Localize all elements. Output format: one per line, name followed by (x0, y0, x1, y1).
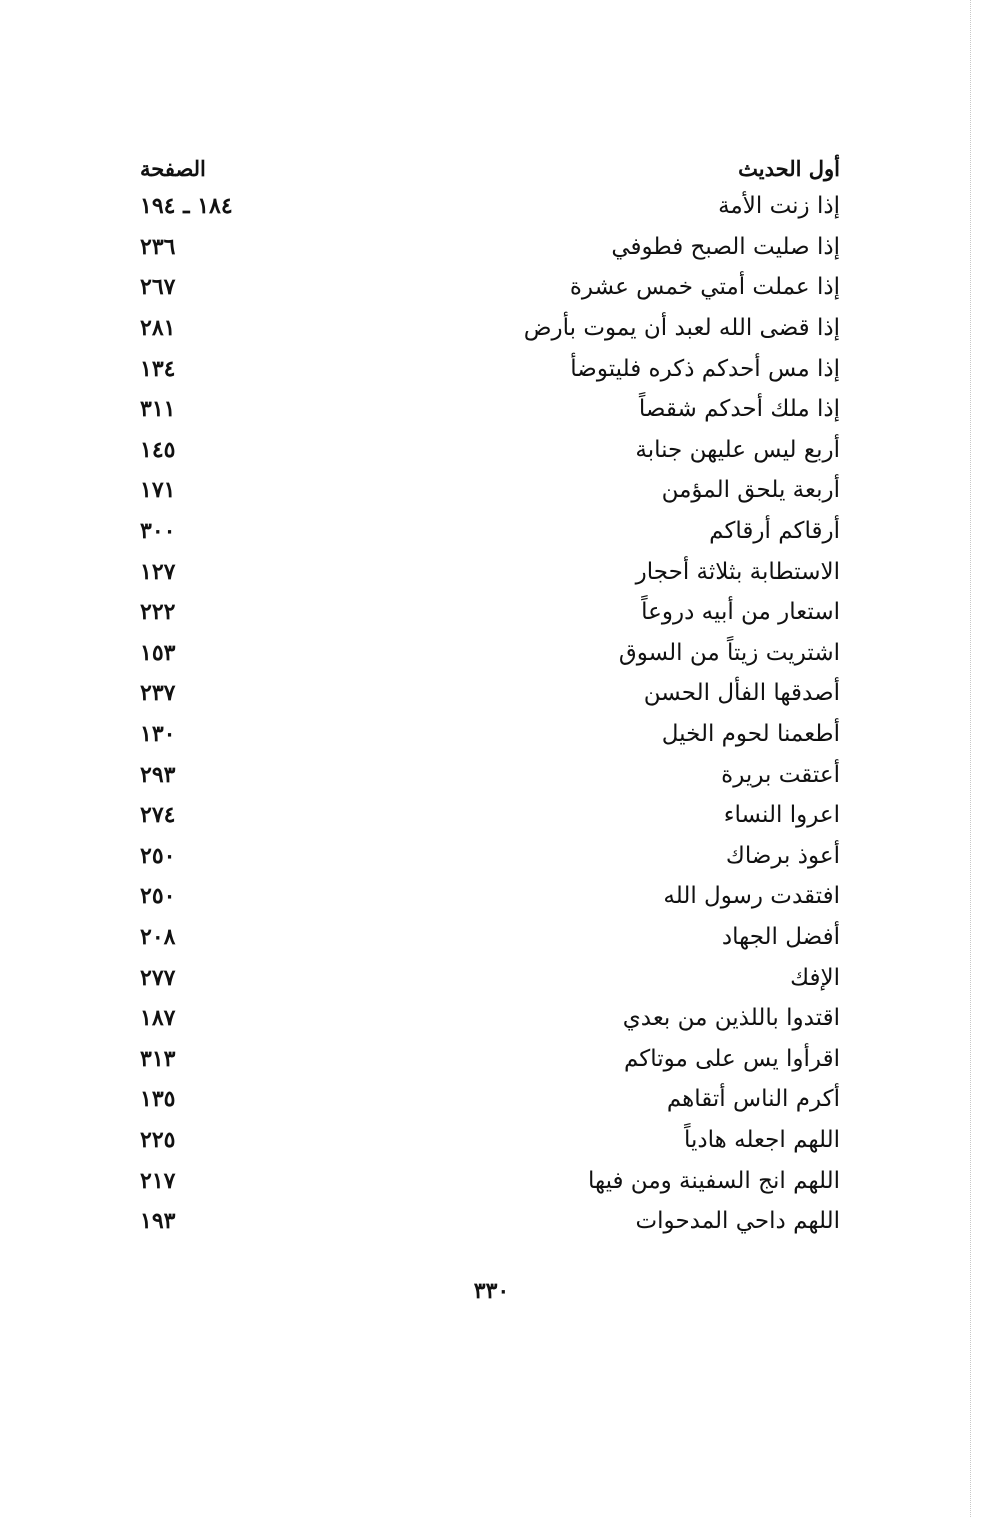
hadith-page-reference: ٢٩٣ (140, 761, 176, 788)
index-row (140, 1160, 840, 1201)
hadith-first-words: أربع ليس عليهن جنابة (635, 436, 840, 463)
index-row (140, 227, 840, 268)
hadith-first-words: الإفك (790, 964, 840, 991)
index-row (140, 1038, 840, 1079)
hadith-first-words: إذا عملت أمتي خمس عشرة (569, 274, 840, 301)
hadith-page-reference: ٣١١ (140, 396, 176, 423)
hadith-page-reference: ٢٨١ (140, 315, 176, 342)
hadith-first-words: استعار من أبيه دروعاً (641, 599, 840, 626)
hadith-first-words: إذا زنت الأمة (718, 193, 840, 220)
index-header-row (140, 150, 840, 186)
index-row (140, 836, 840, 877)
index-row (140, 430, 840, 471)
hadith-first-words: اقتدوا باللذين من بعدي (622, 1005, 840, 1032)
hadith-page-reference: ١٩٣ (140, 1208, 176, 1235)
hadith-first-words: الاستطابة بثلاثة أحجار (635, 558, 840, 585)
index-row (140, 1079, 840, 1120)
first-words-column-header: أول الحديث (738, 155, 840, 181)
hadith-first-words: أعوذ برضاك (725, 842, 840, 869)
index-row (140, 633, 840, 674)
index-row (140, 186, 840, 227)
index-row (140, 714, 840, 755)
page-number: ٣٣٠ (473, 1278, 510, 1304)
index-row (140, 470, 840, 511)
hadith-page-reference: ١٨٤ ـ ١٩٤ (140, 193, 233, 220)
index-row (140, 917, 840, 958)
hadith-page-reference: ٢٥٠ (140, 883, 176, 910)
index-row (140, 998, 840, 1039)
index-row (140, 1120, 840, 1161)
hadith-first-words: اقرأوا يس على موتاكم (624, 1045, 840, 1072)
hadith-first-words: إذا قضى الله لعبد أن يموت بأرض (523, 315, 840, 342)
index-row (140, 308, 840, 349)
hadith-page-reference: ١٥٣ (140, 639, 176, 666)
index-row (140, 795, 840, 836)
hadith-page-reference: ٢٣٧ (140, 680, 176, 707)
hadith-page-reference: ٢١٧ (140, 1167, 176, 1194)
hadith-first-words: أعتقت بريرة (721, 761, 840, 788)
hadith-page-reference: ١٤٥ (140, 436, 176, 463)
index-row (140, 389, 840, 430)
hadith-page-reference: ٢٦٧ (140, 274, 176, 301)
hadith-page-reference: ١٣٠ (140, 721, 176, 748)
hadith-page-reference: ٢٣٦ (140, 233, 176, 260)
index-rows (140, 186, 840, 1241)
index-row (140, 511, 840, 552)
hadith-page-reference: ٢٢٢ (140, 599, 176, 626)
index-row (140, 348, 840, 389)
hadith-page-reference: ٢٧٤ (140, 802, 176, 829)
hadith-page-reference: ٢٧٧ (140, 964, 176, 991)
hadith-page-reference: ١٢٧ (140, 558, 176, 585)
hadith-first-words: أصدقها الفأل الحسن (643, 680, 840, 707)
hadith-first-words: اعروا النساء (723, 802, 840, 829)
hadith-first-words: أفضل الجهاد (721, 923, 840, 950)
hadith-first-words: اشتريت زيتاً من السوق (618, 639, 840, 666)
hadith-first-words: إذا صليت الصبح فطوفي (611, 233, 840, 260)
hadith-page-reference: ٢٥٠ (140, 842, 176, 869)
hadith-first-words: أرقاكم أرقاكم (709, 518, 840, 545)
hadith-index-table (140, 150, 840, 1241)
hadith-first-words: افتقدت رسول الله (663, 883, 840, 910)
hadith-page-reference: ١٣٤ (140, 355, 176, 382)
hadith-first-words: إذا مس أحدكم ذكره فليتوضأ (570, 355, 840, 382)
index-row (140, 592, 840, 633)
index-row (140, 957, 840, 998)
index-row (140, 673, 840, 714)
page-column-header: الصفحة (140, 155, 206, 181)
hadith-page-reference: ٢٢٥ (140, 1126, 176, 1153)
hadith-first-words: اللهم انج السفينة ومن فيها (587, 1167, 840, 1194)
hadith-page-reference: ١٣٥ (140, 1086, 176, 1113)
hadith-page-reference: ١٧١ (140, 477, 176, 504)
hadith-first-words: اللهم اجعله هادياً (684, 1126, 840, 1153)
index-row (140, 1201, 840, 1242)
index-row (140, 267, 840, 308)
index-row (140, 876, 840, 917)
hadith-page-reference: ٣٠٠ (140, 518, 176, 545)
index-row (140, 754, 840, 795)
hadith-first-words: أطعمنا لحوم الخيل (661, 721, 840, 748)
index-row (140, 551, 840, 592)
hadith-page-reference: ٢٠٨ (140, 923, 176, 950)
hadith-first-words: أكرم الناس أتقاهم (666, 1086, 840, 1113)
hadith-first-words: اللهم داحي المدحوات (635, 1208, 840, 1235)
hadith-first-words: أربعة يلحق المؤمن (661, 477, 840, 504)
hadith-page-reference: ٣١٣ (140, 1045, 176, 1072)
hadith-page-reference: ١٨٧ (140, 1005, 176, 1032)
hadith-first-words: إذا ملك أحدكم شقصاً (638, 396, 840, 423)
